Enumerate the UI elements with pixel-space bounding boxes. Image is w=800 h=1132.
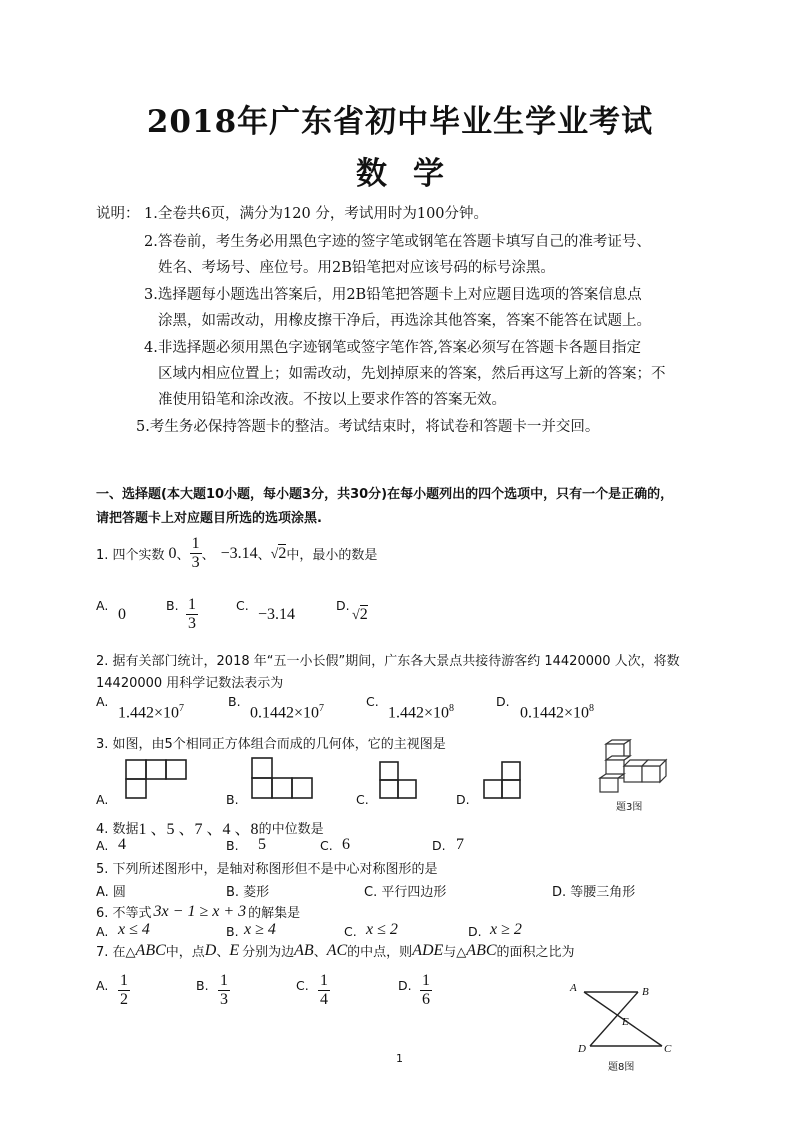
q7-ade: ADE <box>412 941 444 959</box>
figure-8-point-a: A <box>570 982 577 994</box>
q7-option-c-label: C. <box>296 978 309 993</box>
figure-8-point-b: B <box>642 986 649 998</box>
q5-option-d: D. 等腰三角形 <box>552 885 636 900</box>
q7-point-e: E <box>229 941 240 959</box>
q5-option-b: B. 菱形 <box>226 885 270 900</box>
q7-p2: 中，点 <box>165 945 205 960</box>
note-line-4: 3.选择题每小题选出答案后，用2B铅笔把答题卡上对应题目选项的答案信息点 <box>144 287 642 303</box>
q7-option-d <box>420 972 432 1009</box>
q3-figure-caption: 题3图 <box>616 802 643 813</box>
q2-option-b-exp: 7 <box>319 703 325 714</box>
section-heading-line-1: 一、选择题(本大题10小题，每小题3分，共30分)在每小题列出的四个选项中，只有一个是正确的， <box>96 487 674 502</box>
note-line-7: 区域内相应位置上；如需改动，先划掉原来的答案，然后再这写上新的答案；不 <box>158 366 666 382</box>
q7-option-a-den: 2 <box>120 991 128 1008</box>
question-7 <box>96 941 575 960</box>
q2-option-a-base: 1.442×10 <box>118 704 180 722</box>
q1-option-b-label: B. <box>166 598 179 613</box>
q7-option-d-den: 6 <box>422 991 430 1008</box>
q1-option-d-arg: 2 <box>359 606 368 623</box>
q1-option-d: √2 <box>352 606 368 623</box>
q2-option-c-label: C. <box>366 694 379 709</box>
q6-prefix: 6. 不等式 <box>96 906 152 921</box>
q1-option-a: 0 <box>118 606 126 623</box>
q6-option-c-label: C. <box>344 924 357 939</box>
q4-option-a-label: A. <box>96 838 109 853</box>
note-line-9: 5.考生务必保持答题卡的整洁。考试结束时，将试卷和答题卡一并交回。 <box>136 419 600 435</box>
q6-inequality: 3x − 1 ≥ x + 3 <box>153 902 247 920</box>
q3-option-c-label: C. <box>356 792 369 807</box>
q2-option-c-exp: 8 <box>449 703 455 714</box>
section-heading-line-2: 请把答题卡上对应题目所选的选项涂黑. <box>96 511 322 526</box>
q1-prefix: 1. 四个实数 <box>96 548 165 563</box>
q2-option-d-base: 0.1442×10 <box>520 704 590 722</box>
q7-p5: 、 <box>313 945 327 960</box>
note-line-3: 姓名、考场号、座位号。用2B铅笔把对应该号码的标号涂黑。 <box>158 260 555 276</box>
q7-abc-2: ABC <box>466 941 497 959</box>
q5-option-a: A. 圆 <box>96 885 126 900</box>
q4-data: 1 、5 、7 、4 、8 <box>138 821 259 838</box>
note-line-8: 准使用铅笔和涂改液。不按以上要求作答的答案无效。 <box>158 392 506 408</box>
q1-fraction-den: 3 <box>191 554 200 571</box>
q7-p7: 与△ <box>443 945 467 960</box>
q1-option-a-label: A. <box>96 598 109 613</box>
q7-p1: 7. 在△ <box>96 945 136 960</box>
q6-option-b-label: B. <box>226 924 239 939</box>
notes-prefix: 说明： <box>96 206 140 222</box>
q3-text: 3. 如图，由5个相同正方体组合而成的几何体，它的主视图是 <box>96 737 446 752</box>
q3-cube-figure <box>598 740 678 798</box>
q7-option-c-den: 4 <box>320 991 328 1008</box>
q2-option-b-label: B. <box>228 694 241 709</box>
q4-option-c: 6 <box>342 836 350 853</box>
q1-sqrt: √2 <box>270 544 287 562</box>
q6-option-a: x ≤ 4 <box>118 921 150 938</box>
q1-option-d-label: D. <box>336 598 350 613</box>
q7-p4: 分别为边 <box>242 945 295 960</box>
q1-option-b-den: 3 <box>188 615 196 632</box>
q1-fraction <box>190 535 202 572</box>
q1-sqrt-arg: 2 <box>278 544 287 562</box>
q2-line-2: 14420000 用科学记数法表示为 <box>96 676 284 691</box>
q7-p8: 的面积之比为 <box>496 945 575 960</box>
note-line-1: 1.全卷共6页，满分为120 分，考试用时为100分钟。 <box>144 206 489 222</box>
q2-option-a-label: A. <box>96 694 109 709</box>
q1-option-c-label: C. <box>236 598 249 613</box>
q7-side-ab: AB <box>294 941 314 959</box>
q7-option-a-label: A. <box>96 978 109 993</box>
q5-text: 5. 下列所述图形中，是轴对称图形但不是中心对称图形的是 <box>96 862 438 877</box>
q4-option-d: 7 <box>456 836 464 853</box>
q1-option-c: −3.14 <box>258 606 296 623</box>
q3-option-b-label: B. <box>226 792 239 807</box>
q7-option-c-num: 1 <box>320 972 328 989</box>
question-6 <box>96 902 300 921</box>
note-line-6: 4.非选择题必须用黑色字迹钢笔或签字笔作答,答案必须写在答题卡各题目指定 <box>144 340 641 356</box>
q2-option-c <box>388 703 454 722</box>
q6-option-c: x ≤ 2 <box>366 921 398 938</box>
q3-option-a-figure <box>124 758 186 800</box>
figure-8-point-c: C <box>664 1043 672 1055</box>
q7-point-d: D <box>204 941 217 959</box>
q7-option-c <box>318 972 330 1009</box>
q7-p6: 的中点，则 <box>347 945 413 960</box>
q1-option-b <box>186 596 198 633</box>
q6-suffix: 的解集是 <box>248 906 301 921</box>
q2-option-a <box>118 703 184 722</box>
q7-side-ac: AC <box>326 941 348 959</box>
figure-8-point-d: D <box>578 1043 586 1055</box>
q3-option-d-figure <box>482 760 524 800</box>
q7-option-d-num: 1 <box>422 972 430 989</box>
q2-option-c-base: 1.442×10 <box>388 704 450 722</box>
q2-option-d-label: D. <box>496 694 510 709</box>
q1-fraction-num: 1 <box>191 535 200 552</box>
q7-p3: 、 <box>216 945 230 960</box>
q7-option-d-label: D. <box>398 978 412 993</box>
q2-option-a-exp: 7 <box>179 703 185 714</box>
question-1 <box>96 535 377 572</box>
q1-sep-3: 、 <box>257 548 271 563</box>
q3-option-a-label: A. <box>96 792 109 807</box>
q6-option-d: x ≥ 2 <box>490 921 522 938</box>
q7-option-a-num: 1 <box>120 972 128 989</box>
q4-option-b-label: B. <box>226 838 239 853</box>
q2-option-d <box>520 703 594 722</box>
q4-option-c-label: C. <box>320 838 333 853</box>
q4-option-d-label: D. <box>432 838 446 853</box>
q6-option-b: x ≥ 4 <box>244 921 276 938</box>
q3-option-c-figure <box>378 760 420 800</box>
q1-sep-2: 、 <box>201 548 215 563</box>
q2-line-1: 2. 据有关部门统计，2018 年“五一小长假”期间，广东各大景点共接待游客约 14420000 人次，将数 <box>96 654 680 669</box>
q7-option-a <box>118 972 130 1009</box>
q7-option-b <box>218 972 230 1009</box>
q7-option-b-label: B. <box>196 978 209 993</box>
q4-option-a: 4 <box>118 836 126 853</box>
q1-option-b-num: 1 <box>188 596 196 613</box>
q4-prefix: 4. 数据 <box>96 822 139 837</box>
q6-option-d-label: D. <box>468 924 482 939</box>
q1-sep-1: 、 <box>176 548 190 563</box>
q7-option-b-num: 1 <box>220 972 228 989</box>
figure-8-caption: 题8图 <box>608 1062 635 1073</box>
note-line-2: 2.答卷前，考生务必用黑色字迹的签字笔或钢笔在答题卡填写自己的准考证号、 <box>144 234 651 250</box>
subject-title: 数学 <box>356 156 470 192</box>
q3-option-b-figure <box>250 756 312 800</box>
q1-zero: 0 <box>168 544 177 562</box>
q5-option-c: C. 平行四边形 <box>364 885 447 900</box>
q7-abc-1: ABC <box>135 941 166 959</box>
q4-option-b: 5 <box>258 836 266 853</box>
q1-suffix: 中，最小的数是 <box>286 548 378 563</box>
q2-option-d-exp: 8 <box>589 703 595 714</box>
figure-8-point-e: E <box>622 1016 629 1028</box>
q2-option-b-base: 0.1442×10 <box>250 704 320 722</box>
exam-title: 2018年广东省初中毕业生学业考试 <box>146 104 654 140</box>
q7-option-b-den: 3 <box>220 991 228 1008</box>
note-line-5: 涂黑，如需改动，用橡皮擦干净后，再选涂其他答案，答案不能答在试题上。 <box>158 313 651 329</box>
q3-option-d-label: D. <box>456 792 470 807</box>
q6-option-a-label: A. <box>96 924 109 939</box>
q4-suffix: 的中位数是 <box>258 822 324 837</box>
q1-negative: −3.14 <box>220 544 258 562</box>
question-4 <box>96 816 324 839</box>
q2-option-b <box>250 703 324 722</box>
page-number: 1 <box>396 1052 403 1065</box>
